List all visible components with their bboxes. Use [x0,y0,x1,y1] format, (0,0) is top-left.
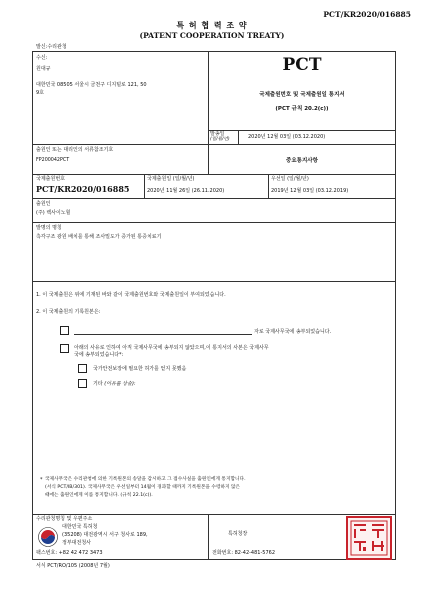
recipient-address-2: 9호 [36,90,45,96]
title-korean: 특 허 협 력 조 약 [176,21,248,30]
footnote-line-2: (서식 PCT/IB/301). 국제사무국은 우선일부터 14월이 경과할 때까지 기록원본을 수령하지 않은 [45,485,241,490]
official-seal-icon [345,516,393,560]
office-label: 수리관청명칭 및 우편주소 [36,516,93,522]
officer-title: 특허청장 [228,531,248,537]
invention-value: 측각구조 광원 배치를 통해 조사밀도가 증가된 통증치료기 [36,234,162,240]
option-2-text-line2: 국에 송부되었습니다*: [74,352,124,358]
recipient-name: 원대규 [36,66,51,72]
other-italic-label: (이유를 상술): [104,381,136,387]
filing-date-label: 국제출원일 (일/월/년) [147,176,195,182]
important-notice: 중요통지사항 [286,158,318,164]
other-reason-checkbox[interactable] [78,379,87,388]
sub-option-2-text [93,381,136,387]
other-label: 기타 [93,381,105,387]
option-2-text-line1: 아래의 사유로 인하여 아직 국제사무국에 송부되지 않았으며,이 통지서의 사본은 국제사무 [74,345,269,351]
security-clearance-checkbox[interactable] [78,364,87,373]
mailing-date-sublabel: (일/월/년) [210,137,230,142]
agent-ref-label: 출원인 또는 대리인의 서류참조기호 [36,147,114,153]
mailing-date-value: 2020년 12월 03일 (03.12.2020) [248,134,326,140]
applicant-label: 출원인 [36,201,51,207]
office-fax: 팩스번호: +82 42 472 3473 [36,550,103,556]
notice-title: 국제출원번호 및 국제출원일 통지서 [259,92,345,98]
priority-date-label: 우선일 (일/월/년) [271,176,309,182]
office-address-1: (35208) 대전광역시 서구 청사로 189, [62,532,148,538]
recipient-address-1: 대한민국 08505 서울시 금천구 디지털로 121, 50 [36,82,147,88]
footnote-line-3: 때에는 출원인에게 이를 통지합니다. (규칙 22.1(c)). [45,493,153,498]
form-frame [32,51,396,560]
option-1-text: 자로 국제사무국에 송부되었습니다. [254,329,332,335]
sender-label: 발신:수리관청 [36,44,67,50]
title-english: (PATENT COOPERATION TREATY) [139,31,285,40]
sent-date-field [74,334,252,335]
rule-reference: (PCT 규칙 20.2(c)) [275,106,329,112]
intl-app-no-label: 국제출원번호 [36,176,65,182]
recipient-label: 수신: [36,55,48,61]
record-not-sent-checkbox[interactable] [60,344,69,353]
intl-app-no-value: PCT/KR2020/016885 [36,184,130,194]
mailing-date-label: 발송일 [210,131,225,137]
pct-heading: PCT [282,55,322,75]
office-phone: 전화번호: 82-42-481-5762 [212,550,275,556]
filing-date-value: 2020년 11월 26일 (26.11.2020) [147,188,225,194]
applicant-value: (주) 렉사이노힐 [36,210,71,216]
office-address-2: 정부대전청사 [62,540,91,546]
body-item-1: 1. 이 국제출원은 위에 기재된 바와 같이 국제출원번호와 국제출원일이 부여되었습니다. [36,292,226,298]
body-item-2: 2. 이 국제출원의 기록원본은: [36,309,101,315]
priority-date-value: 2019년 12월 03일 (03.12.2019) [271,188,349,194]
agent-ref-value: FP200042PCT [36,158,70,163]
document-number: PCT/KR2020/016885 [323,10,411,19]
invention-label: 발명의 명칭 [36,225,62,231]
form-number: 서식 PCT/RO/105 (2008년 7월) [36,563,110,569]
footnote-asterisk: * [40,477,43,483]
office-country: 대한민국 특허청 [62,524,98,530]
record-sent-checkbox[interactable] [60,326,69,335]
sub-option-1-text: 국가안전보장에 필요한 허가를 얻지 못했음 [93,366,187,372]
government-emblem-icon [38,527,58,547]
footnote-line-1: 국제사무국은 수리관청에 의한 기록원본의 송달을 감시하고 그 접수사실을 출원인에게 통지합니다. [45,477,246,482]
